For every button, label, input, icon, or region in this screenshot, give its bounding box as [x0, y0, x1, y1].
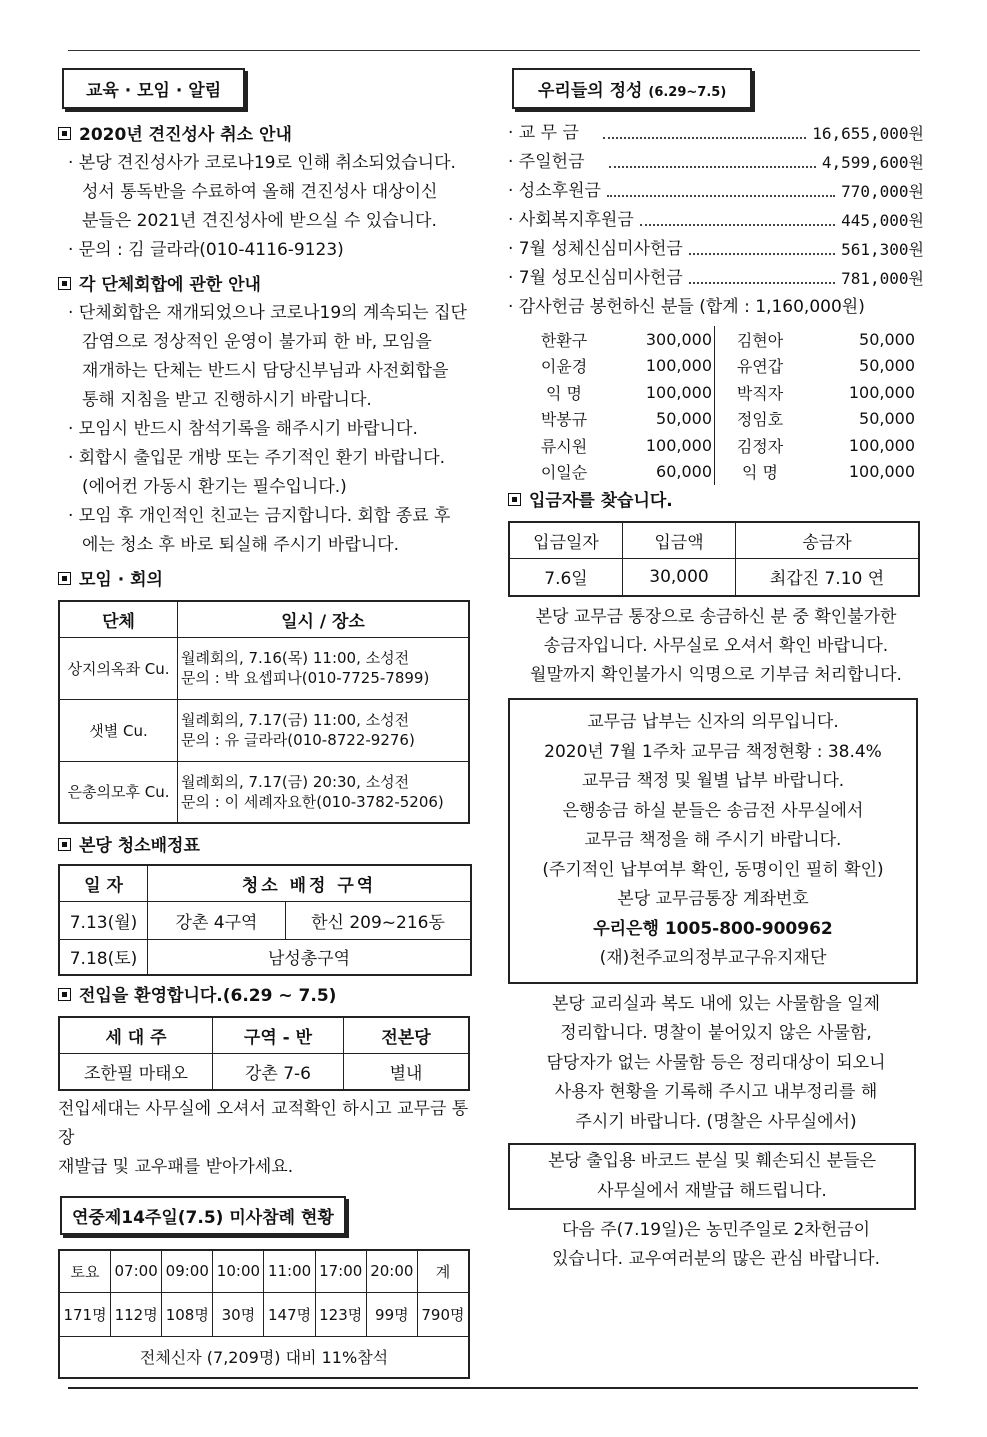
- offerings-list: [508, 119, 924, 322]
- square-bullet-icon: [508, 493, 521, 506]
- thanks-offering-heading: · 감사헌금 봉헌하신 분들 (합계 : 1,160,000원): [508, 297, 865, 317]
- section-title-confirmation: 2020년 견진성사 취소 안내: [58, 121, 476, 149]
- table-row: 샛별 Cu. 월례회의, 7.17(금) 11:00, 소성전 문의 : 유 글라라(010-8722-9276): [59, 699, 469, 761]
- table-row: 7.13(월) 강촌 4구역 한신 209~216동: [59, 901, 471, 939]
- table-row: 이윤경 100,000 유연갑 50,000: [526, 353, 915, 380]
- farmers-sunday-notice: 다음 주(7.19일)은 농민주일로 2차헌금이 있습니다. 교우여러분의 많은 관심 바랍니다.: [551, 1220, 881, 1269]
- top-rule: [68, 50, 920, 51]
- square-bullet-icon: [58, 572, 71, 585]
- barcode-notice-box: 본당 출입용 바코드 분실 및 훼손되신 분들은 사무실에서 재발급 해드립니다.: [508, 1143, 916, 1210]
- table-row: 171명 112명 108명 30명 147명 123명 99명 790명: [59, 1292, 469, 1336]
- donor-table: [526, 326, 915, 485]
- locker-notice: 본당 교리실과 복도 내에 있는 사물함을 일제 정리합니다. 명찰이 붙어있지 않은 사물함, 담당자가 없는 사물함 등은 정리대상이 되오니 사용자 현황을 기록해 주시고 내부정리를 해 주시기 바랍니다. (명찰은 사무실에서): [546, 993, 886, 1132]
- section-header-education: 교육 · 모임 · 알림: [62, 68, 245, 109]
- welcome-note: 전입세대는 사무실에 오셔서 교적확인 하시고 교무금 통장 재발급 및 교우패를 받아가세요.: [58, 1099, 469, 1177]
- table-row: 이일순 60,000 익 명 100,000: [526, 459, 915, 486]
- offering-row: · 성소후원금 770,000원: [508, 177, 924, 206]
- section-title-group-meetings: 각 단체회합에 관한 안내: [58, 271, 476, 299]
- bottom-rule: [68, 1387, 918, 1389]
- attendance-table: 토요 07:00 09:00 10:00 11:00 17:00 20:00 계 171명 112명 108명 30명 147명 123명 99명 790명 전체신자 (7,209명) 대비 11%참석: [58, 1249, 470, 1379]
- table-header: 일시 / 장소: [178, 601, 470, 637]
- table-row: 7.6일 30,000 최갑진 7.10 연: [509, 558, 919, 596]
- section-title-cleaning: 본당 청소배정표: [58, 832, 476, 860]
- table-row: 은총의모후 Cu. 월례회의, 7.17(금) 20:30, 소성전 문의 : 이 세례자요한(010-3782-5206): [59, 761, 469, 823]
- bank-account: 우리은행 1005-800-900962: [593, 918, 833, 939]
- cleaning-table: 일 자 청소 배정 구역 7.13(월) 강촌 4구역 한신 209~216동 7.18(토) 남성총구역: [58, 864, 472, 976]
- attendance-title: 연중제14주일(7.5) 미사참례 현황: [60, 1196, 346, 1235]
- table-row: 박봉규 50,000 정임호 50,000: [526, 406, 915, 433]
- deposit-note: 본당 교무금 통장으로 송금하신 분 중 확인불가한 송금자입니다. 사무실로 오셔서 확인 바랍니다. 월말까지 확인불가시 익명으로 기부금 처리합니다.: [530, 607, 902, 685]
- deposit-table: 입금일자 입금액 송금자 7.6일 30,000 최갑진 7.10 연: [508, 521, 920, 597]
- section-title-deposit: 입금자를 찾습니다.: [508, 487, 924, 515]
- meetings-table: [58, 600, 470, 824]
- section-title-meetings: 모임 · 회의: [58, 566, 476, 594]
- square-bullet-icon: [58, 988, 71, 1001]
- offering-row: · 교 무 금 16,655,000원: [508, 119, 924, 148]
- section-header-offerings: 우리들의 정성 (6.29~7.5): [512, 68, 752, 109]
- table-row: 7.18(토) 남성총구역: [59, 939, 471, 975]
- welcome-table: 세 대 주 구역 - 반 전본당 조한필 마태오 강촌 7-6 별내: [58, 1016, 470, 1091]
- dues-notice-box: 교무금 납부는 신자의 의무입니다. 2020년 7월 1주차 교무금 책정현황 : 38.4% 교무금 책정 및 월별 납부 바랍니다. 은행송금 하실 분들은 송금전 사무실에서 교무금 책정을 해 주시기 바랍니다. (주기적인 납부여부 확인, 동명이인 필히 확인) 본당 교무금통장 계좌번호 우리은행 1005-800-900962 (재)천주교의정부교구유지재단: [508, 698, 918, 984]
- group-meeting-notice: · 단체회합은 재개되었으나 코로나19의 계속되는 집단 감염으로 정상적인 운영이 불가피 한 바, 모임을 재개하는 단체는 반드시 담당신부님과 사전회합을 통해 지침을 받고 진행하시기 바랍니다. · 모임시 반드시 참석기록을 해주시기 바랍니다. · 회합시 출입문 개방 또는 주기적인 환기 바랍니다. (에어컨 가동시 환기는 필수입니다.) · 모임 후 개인적인 친교는 금지합니다. 회합 종료 후 에는 청소 후 바로 퇴실해 주시기 바랍니다.: [68, 303, 467, 555]
- table-row: 한환구 300,000 김현아 50,000: [526, 326, 915, 353]
- square-bullet-icon: [58, 127, 71, 140]
- offering-row: · 사회복지후원금 445,000원: [508, 206, 924, 235]
- table-row: 상지의옥좌 Cu. 월례회의, 7.16(목) 11:00, 소성전 문의 : 박 요셉피나(010-7725-7899): [59, 637, 469, 699]
- right-column: [508, 68, 924, 1274]
- offering-row: · 7월 성모신심미사헌금 781,000원: [508, 264, 924, 293]
- table-row: 익 명 100,000 박직자 100,000: [526, 379, 915, 406]
- offering-row: · 주일헌금 4,599,600원: [508, 148, 924, 177]
- account-holder: (재)천주교의정부교구유지재단: [599, 948, 827, 968]
- table-row: 류시원 100,000 김정자 100,000: [526, 432, 915, 459]
- square-bullet-icon: [58, 277, 71, 290]
- table-row: 조한필 마태오 강촌 7-6 별내: [59, 1053, 469, 1090]
- offering-row: · 7월 성체신심미사헌금 561,300원: [508, 235, 924, 264]
- table-header: 단체: [59, 601, 178, 637]
- confirmation-notice: · 본당 견진성사가 코로나19로 인해 취소되었습니다. 성서 통독반을 수료하여 올해 견진성사 대상이신 분들은 2021년 견진성사에 받으실 수 있습니다. · 문의 : 김 글라라(010-4116-9123): [68, 153, 456, 260]
- section-title-welcome: 전입을 환영합니다.(6.29 ~ 7.5): [58, 982, 476, 1010]
- attendance-footer: 전체신자 (7,209명) 대비 11%참석: [59, 1336, 469, 1378]
- square-bullet-icon: [58, 838, 71, 851]
- left-column: [58, 68, 476, 1379]
